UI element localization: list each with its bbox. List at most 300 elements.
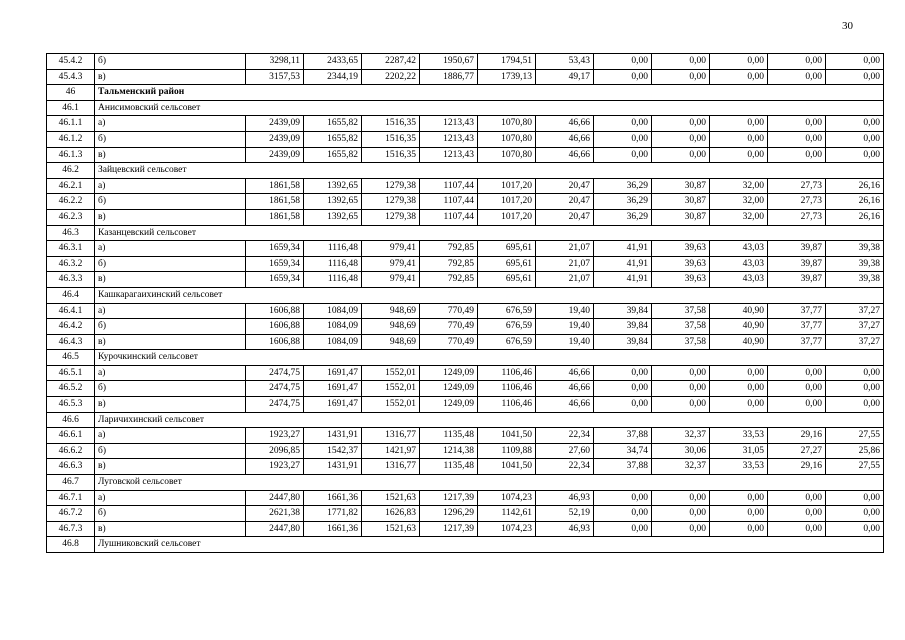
- value-cell: 792,85: [420, 256, 478, 272]
- table-row: [47, 428, 884, 444]
- value-cell: 27,73: [768, 194, 826, 210]
- row-id: 46.5.3: [47, 397, 95, 413]
- row-id: 46.5.2: [47, 381, 95, 397]
- section-title: Кашкарагаихинский сельсовет: [95, 287, 884, 303]
- value-cell: 1392,65: [304, 194, 362, 210]
- value-cell: 36,29: [594, 178, 652, 194]
- value-cell: 1279,38: [362, 194, 420, 210]
- value-cell: 695,61: [478, 256, 536, 272]
- value-cell: 1213,43: [420, 147, 478, 163]
- value-cell: 2344,19: [304, 69, 362, 85]
- section-title: Лушниковский сельсовет: [95, 537, 884, 553]
- value-cell: 21,07: [536, 256, 594, 272]
- row-id: 46.1: [47, 100, 95, 116]
- row-id: 45.4.3: [47, 69, 95, 85]
- row-id: 46.6.1: [47, 428, 95, 444]
- value-cell: 1116,48: [304, 272, 362, 288]
- value-cell: 1655,82: [304, 131, 362, 147]
- row-label: б): [95, 381, 246, 397]
- value-cell: 1217,39: [420, 490, 478, 506]
- row-id: 46.1.3: [47, 147, 95, 163]
- value-cell: 2474,75: [246, 397, 304, 413]
- row-id: 46.2: [47, 163, 95, 179]
- value-cell: 21,07: [536, 241, 594, 257]
- value-cell: 41,91: [594, 272, 652, 288]
- value-cell: 1794,51: [478, 54, 536, 70]
- value-cell: 1316,77: [362, 459, 420, 475]
- value-cell: 32,00: [710, 178, 768, 194]
- value-cell: 0,00: [710, 147, 768, 163]
- value-cell: 39,84: [594, 319, 652, 335]
- section-header-row: [47, 412, 884, 428]
- value-cell: 0,00: [652, 490, 710, 506]
- section-header-row: [47, 100, 884, 116]
- value-cell: 43,03: [710, 241, 768, 257]
- value-cell: 1109,88: [478, 443, 536, 459]
- value-cell: 19,40: [536, 334, 594, 350]
- value-cell: 2433,65: [304, 54, 362, 70]
- row-id: 46.7.3: [47, 521, 95, 537]
- value-cell: 39,87: [768, 256, 826, 272]
- row-label: б): [95, 131, 246, 147]
- value-cell: 1074,23: [478, 521, 536, 537]
- value-cell: 22,34: [536, 459, 594, 475]
- value-cell: 37,58: [652, 319, 710, 335]
- value-cell: 49,17: [536, 69, 594, 85]
- value-cell: 0,00: [710, 490, 768, 506]
- value-cell: 676,59: [478, 319, 536, 335]
- value-cell: 1213,43: [420, 116, 478, 132]
- value-cell: 36,29: [594, 194, 652, 210]
- value-cell: 948,69: [362, 334, 420, 350]
- row-id: 45.4.2: [47, 54, 95, 70]
- table-row: [47, 397, 884, 413]
- value-cell: 0,00: [594, 365, 652, 381]
- value-cell: 37,27: [826, 303, 884, 319]
- value-cell: 1626,83: [362, 506, 420, 522]
- value-cell: 1074,23: [478, 490, 536, 506]
- value-cell: 0,00: [710, 365, 768, 381]
- value-cell: 1249,09: [420, 381, 478, 397]
- value-cell: 1116,48: [304, 241, 362, 257]
- section-header-row: [47, 85, 884, 101]
- value-cell: 0,00: [652, 116, 710, 132]
- value-cell: 30,87: [652, 178, 710, 194]
- value-cell: 1661,36: [304, 490, 362, 506]
- value-cell: 0,00: [710, 69, 768, 85]
- table-row: [47, 178, 884, 194]
- value-cell: 1142,61: [478, 506, 536, 522]
- value-cell: 39,38: [826, 272, 884, 288]
- value-cell: 1107,44: [420, 209, 478, 225]
- value-cell: 1217,39: [420, 521, 478, 537]
- value-cell: 1084,09: [304, 319, 362, 335]
- value-cell: 39,84: [594, 303, 652, 319]
- value-cell: 32,00: [710, 194, 768, 210]
- value-cell: 3298,11: [246, 54, 304, 70]
- value-cell: 0,00: [826, 381, 884, 397]
- row-id: 46.1.1: [47, 116, 95, 132]
- value-cell: 0,00: [768, 521, 826, 537]
- table-row: [47, 241, 884, 257]
- value-cell: 41,91: [594, 241, 652, 257]
- value-cell: 39,87: [768, 241, 826, 257]
- section-title: Казанцевский сельсовет: [95, 225, 884, 241]
- row-id: 46.3.3: [47, 272, 95, 288]
- value-cell: 2439,09: [246, 131, 304, 147]
- value-cell: 27,27: [768, 443, 826, 459]
- row-id: 46.7.2: [47, 506, 95, 522]
- table-row: [47, 131, 884, 147]
- row-label: а): [95, 365, 246, 381]
- table-row: [47, 194, 884, 210]
- value-cell: 0,00: [652, 506, 710, 522]
- value-cell: 0,00: [710, 397, 768, 413]
- value-cell: 1106,46: [478, 397, 536, 413]
- value-cell: 1861,58: [246, 209, 304, 225]
- row-label: в): [95, 521, 246, 537]
- value-cell: 0,00: [652, 521, 710, 537]
- value-cell: 1655,82: [304, 116, 362, 132]
- value-cell: 0,00: [710, 381, 768, 397]
- table-row: [47, 303, 884, 319]
- table-row: [47, 147, 884, 163]
- row-id: 46.1.2: [47, 131, 95, 147]
- table-row: [47, 459, 884, 475]
- row-id: 46.4: [47, 287, 95, 303]
- value-cell: 1886,77: [420, 69, 478, 85]
- section-header-row: [47, 475, 884, 491]
- value-cell: 0,00: [594, 54, 652, 70]
- value-cell: 0,00: [652, 147, 710, 163]
- row-label: а): [95, 178, 246, 194]
- row-id: 46.2.1: [47, 178, 95, 194]
- value-cell: 19,40: [536, 303, 594, 319]
- value-cell: 39,38: [826, 241, 884, 257]
- value-cell: 0,00: [594, 116, 652, 132]
- value-cell: 0,00: [768, 506, 826, 522]
- value-cell: 1041,50: [478, 428, 536, 444]
- value-cell: 1084,09: [304, 334, 362, 350]
- value-cell: 1521,63: [362, 521, 420, 537]
- value-cell: 39,63: [652, 272, 710, 288]
- value-cell: 3157,53: [246, 69, 304, 85]
- table-row: [47, 209, 884, 225]
- value-cell: 27,73: [768, 209, 826, 225]
- section-title: Луговской сельсовет: [95, 475, 884, 491]
- row-label: б): [95, 506, 246, 522]
- value-cell: 37,88: [594, 459, 652, 475]
- value-cell: 948,69: [362, 319, 420, 335]
- value-cell: 1659,34: [246, 272, 304, 288]
- row-id: 46.4.3: [47, 334, 95, 350]
- value-cell: 37,77: [768, 319, 826, 335]
- value-cell: 2439,09: [246, 147, 304, 163]
- value-cell: 0,00: [768, 397, 826, 413]
- table-row: [47, 116, 884, 132]
- value-cell: 52,19: [536, 506, 594, 522]
- value-cell: 0,00: [768, 490, 826, 506]
- value-cell: 0,00: [826, 521, 884, 537]
- value-cell: 0,00: [768, 116, 826, 132]
- table-row: [47, 506, 884, 522]
- value-cell: 0,00: [652, 131, 710, 147]
- value-cell: 46,66: [536, 365, 594, 381]
- row-id: 46.4.1: [47, 303, 95, 319]
- value-cell: 0,00: [826, 147, 884, 163]
- value-cell: 32,00: [710, 209, 768, 225]
- value-cell: 27,73: [768, 178, 826, 194]
- row-id: 46.6.3: [47, 459, 95, 475]
- value-cell: 1316,77: [362, 428, 420, 444]
- row-id: 46.4.2: [47, 319, 95, 335]
- row-label: б): [95, 194, 246, 210]
- section-header-row: [47, 350, 884, 366]
- value-cell: 46,66: [536, 131, 594, 147]
- value-cell: 37,77: [768, 334, 826, 350]
- row-label: а): [95, 490, 246, 506]
- value-cell: 1655,82: [304, 147, 362, 163]
- value-cell: 2447,80: [246, 521, 304, 537]
- value-cell: 53,43: [536, 54, 594, 70]
- value-cell: 0,00: [826, 131, 884, 147]
- value-cell: 0,00: [768, 131, 826, 147]
- value-cell: 36,29: [594, 209, 652, 225]
- value-cell: 1516,35: [362, 147, 420, 163]
- value-cell: 0,00: [768, 381, 826, 397]
- value-cell: 20,47: [536, 209, 594, 225]
- row-label: а): [95, 428, 246, 444]
- value-cell: 1249,09: [420, 397, 478, 413]
- value-cell: 979,41: [362, 256, 420, 272]
- value-cell: 37,27: [826, 334, 884, 350]
- value-cell: 37,88: [594, 428, 652, 444]
- row-label: в): [95, 334, 246, 350]
- table-row: [47, 334, 884, 350]
- value-cell: 1516,35: [362, 131, 420, 147]
- value-cell: 1923,27: [246, 428, 304, 444]
- value-cell: 1279,38: [362, 209, 420, 225]
- value-cell: 1516,35: [362, 116, 420, 132]
- value-cell: 0,00: [826, 506, 884, 522]
- value-cell: 0,00: [594, 147, 652, 163]
- table-row: [47, 521, 884, 537]
- table-row: [47, 443, 884, 459]
- value-cell: 1861,58: [246, 194, 304, 210]
- value-cell: 39,63: [652, 256, 710, 272]
- value-cell: 1552,01: [362, 365, 420, 381]
- value-cell: 46,66: [536, 381, 594, 397]
- value-cell: 1213,43: [420, 131, 478, 147]
- value-cell: 0,00: [594, 506, 652, 522]
- value-cell: 2439,09: [246, 116, 304, 132]
- value-cell: 1135,48: [420, 428, 478, 444]
- value-cell: 27,55: [826, 428, 884, 444]
- section-header-row: [47, 537, 884, 553]
- table-row: [47, 54, 884, 70]
- tariff-table: [46, 53, 884, 553]
- row-label: а): [95, 303, 246, 319]
- value-cell: 22,34: [536, 428, 594, 444]
- value-cell: 0,00: [710, 116, 768, 132]
- table-row: [47, 256, 884, 272]
- value-cell: 40,90: [710, 303, 768, 319]
- value-cell: 29,16: [768, 428, 826, 444]
- value-cell: 20,47: [536, 178, 594, 194]
- page-number: 30: [842, 20, 853, 32]
- value-cell: 2621,38: [246, 506, 304, 522]
- value-cell: 0,00: [710, 521, 768, 537]
- table-row: [47, 490, 884, 506]
- value-cell: 30,06: [652, 443, 710, 459]
- value-cell: 27,60: [536, 443, 594, 459]
- value-cell: 1107,44: [420, 194, 478, 210]
- value-cell: 770,49: [420, 303, 478, 319]
- value-cell: 1659,34: [246, 241, 304, 257]
- value-cell: 26,16: [826, 194, 884, 210]
- value-cell: 1421,97: [362, 443, 420, 459]
- value-cell: 20,47: [536, 194, 594, 210]
- row-id: 46.3.2: [47, 256, 95, 272]
- value-cell: 1106,46: [478, 381, 536, 397]
- value-cell: 1084,09: [304, 303, 362, 319]
- value-cell: 1135,48: [420, 459, 478, 475]
- value-cell: 33,53: [710, 459, 768, 475]
- section-header-row: [47, 287, 884, 303]
- row-id: 46.5: [47, 350, 95, 366]
- value-cell: 1392,65: [304, 209, 362, 225]
- row-label: б): [95, 319, 246, 335]
- value-cell: 1606,88: [246, 319, 304, 335]
- value-cell: 19,40: [536, 319, 594, 335]
- value-cell: 1041,50: [478, 459, 536, 475]
- value-cell: 0,00: [594, 381, 652, 397]
- value-cell: 32,37: [652, 459, 710, 475]
- value-cell: 30,87: [652, 209, 710, 225]
- row-id: 46.7.1: [47, 490, 95, 506]
- value-cell: 1659,34: [246, 256, 304, 272]
- value-cell: 0,00: [594, 490, 652, 506]
- value-cell: 34,74: [594, 443, 652, 459]
- value-cell: 1691,47: [304, 397, 362, 413]
- section-header-row: [47, 225, 884, 241]
- value-cell: 1521,63: [362, 490, 420, 506]
- row-id: 46.6: [47, 412, 95, 428]
- value-cell: 0,00: [710, 54, 768, 70]
- value-cell: 0,00: [594, 521, 652, 537]
- row-label: в): [95, 209, 246, 225]
- value-cell: 0,00: [826, 490, 884, 506]
- value-cell: 21,07: [536, 272, 594, 288]
- value-cell: 39,87: [768, 272, 826, 288]
- value-cell: 695,61: [478, 272, 536, 288]
- value-cell: 1771,82: [304, 506, 362, 522]
- value-cell: 40,90: [710, 319, 768, 335]
- value-cell: 1017,20: [478, 194, 536, 210]
- value-cell: 0,00: [710, 506, 768, 522]
- value-cell: 29,16: [768, 459, 826, 475]
- value-cell: 695,61: [478, 241, 536, 257]
- value-cell: 2287,42: [362, 54, 420, 70]
- value-cell: 0,00: [652, 397, 710, 413]
- value-cell: 1542,37: [304, 443, 362, 459]
- value-cell: 0,00: [768, 54, 826, 70]
- section-title: Тальменский район: [95, 85, 884, 101]
- value-cell: 1214,38: [420, 443, 478, 459]
- value-cell: 0,00: [826, 397, 884, 413]
- value-cell: 1691,47: [304, 381, 362, 397]
- row-id: 46.8: [47, 537, 95, 553]
- value-cell: 770,49: [420, 334, 478, 350]
- value-cell: 1691,47: [304, 365, 362, 381]
- value-cell: 2474,75: [246, 381, 304, 397]
- value-cell: 2474,75: [246, 365, 304, 381]
- value-cell: 1070,80: [478, 116, 536, 132]
- value-cell: 0,00: [826, 365, 884, 381]
- value-cell: 979,41: [362, 241, 420, 257]
- section-title: Зайцевский сельсовет: [95, 163, 884, 179]
- value-cell: 31,05: [710, 443, 768, 459]
- value-cell: 37,27: [826, 319, 884, 335]
- value-cell: 1661,36: [304, 521, 362, 537]
- value-cell: 1431,91: [304, 428, 362, 444]
- value-cell: 0,00: [594, 131, 652, 147]
- value-cell: 948,69: [362, 303, 420, 319]
- value-cell: 1107,44: [420, 178, 478, 194]
- value-cell: 0,00: [594, 69, 652, 85]
- value-cell: 1279,38: [362, 178, 420, 194]
- value-cell: 770,49: [420, 319, 478, 335]
- value-cell: 39,84: [594, 334, 652, 350]
- table-row: [47, 319, 884, 335]
- table-body: [47, 54, 884, 553]
- value-cell: 1739,13: [478, 69, 536, 85]
- value-cell: 25,86: [826, 443, 884, 459]
- value-cell: 43,03: [710, 256, 768, 272]
- value-cell: 37,58: [652, 303, 710, 319]
- value-cell: 0,00: [768, 69, 826, 85]
- value-cell: 0,00: [768, 365, 826, 381]
- value-cell: 46,66: [536, 397, 594, 413]
- section-title: Анисимовский сельсовет: [95, 100, 884, 116]
- value-cell: 1606,88: [246, 334, 304, 350]
- value-cell: 1296,29: [420, 506, 478, 522]
- value-cell: 792,85: [420, 272, 478, 288]
- value-cell: 39,38: [826, 256, 884, 272]
- value-cell: 0,00: [652, 365, 710, 381]
- value-cell: 37,77: [768, 303, 826, 319]
- value-cell: 30,87: [652, 194, 710, 210]
- row-label: в): [95, 459, 246, 475]
- value-cell: 26,16: [826, 209, 884, 225]
- value-cell: 41,91: [594, 256, 652, 272]
- row-id: 46.7: [47, 475, 95, 491]
- value-cell: 2447,80: [246, 490, 304, 506]
- value-cell: 0,00: [710, 131, 768, 147]
- table-row: [47, 69, 884, 85]
- value-cell: 1552,01: [362, 381, 420, 397]
- value-cell: 37,58: [652, 334, 710, 350]
- value-cell: 32,37: [652, 428, 710, 444]
- value-cell: 46,66: [536, 116, 594, 132]
- value-cell: 1070,80: [478, 131, 536, 147]
- value-cell: 0,00: [768, 147, 826, 163]
- value-cell: 0,00: [652, 69, 710, 85]
- row-label: в): [95, 272, 246, 288]
- row-label: а): [95, 116, 246, 132]
- table-row: [47, 381, 884, 397]
- value-cell: 1950,67: [420, 54, 478, 70]
